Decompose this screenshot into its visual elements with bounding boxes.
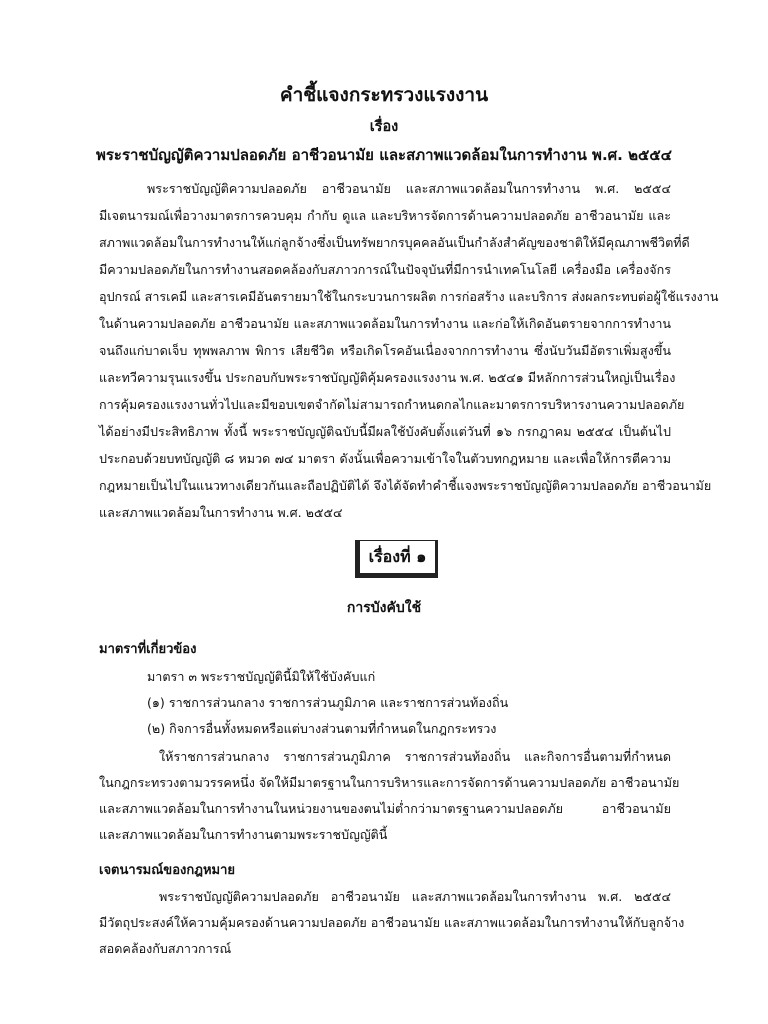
intro-line: มีความปลอดภัยในการทำงานสอดคล้องกับสภาวการณ์ในปัจจุบันที่มีการนำเทคโนโลยี เครื่องมือ เครื่องจักร [99, 262, 671, 277]
intro-line: สภาพแวดล้อมในการทำงานให้แก่ลูกจ้างซึ่งเป็นทรัพยากรบุคคลอันเป็นกำลังสำคัญของชาติให้มีคุณภาพชีวิตที่ดี [99, 235, 690, 250]
intro-line: และทวีความรุนแรงขึ้น ประกอบกับพระราชบัญญัติคุ้มครองแรงงาน พ.ศ. ๒๕๔๑ มีหลักการส่วนใหญ่เป็นเรื่อง [99, 370, 676, 385]
document-title: คำชี้แจงกระทรวงแรงงาน [279, 84, 489, 106]
related-line: มาตรา ๓ พระราชบัญญัตินี้มิให้ใช้บังคับแก่ [147, 669, 376, 684]
intent-line: มีวัตถุประสงค์ให้ความคุ้มครองด้านความปลอดภัย อาชีวอนามัย และสภาพแวดล้อมในการทำงานให้กับลูกจ้าง [99, 915, 685, 930]
intro-line: ในด้านความปลอดภัย อาชีวอนามัย และสภาพแวดล้อมในการทำงาน และก่อให้เกิดอันตรายจากการทำงาน [99, 316, 671, 331]
related-para-line: ให้ราชการส่วนกลาง ราชการส่วนภูมิภาค ราชการส่วนท้องถิ่น และกิจการอื่นตามที่กำหนด [159, 749, 671, 764]
related-line: (๒) กิจการอื่นทั้งหมดหรือแต่บางส่วนตามที่กำหนดในกฎกระทรวง [147, 721, 497, 736]
related-para-line: และสภาพแวดล้อมในการทำงานตามพระราชบัญญัตินี้ [99, 827, 388, 842]
intro-line: การคุ้มครองแรงงานทั่วไปและมีขอบเขตจำกัดไม่สามารถกำหนดกลไกและมาตรการบริหารงานความปลอดภัย [99, 397, 685, 412]
section-box [355, 540, 438, 578]
section-box-label: เรื่องที่ ๑ [359, 540, 436, 574]
intent-heading: เจตนารมณ์ของกฎหมาย [99, 863, 235, 878]
related-para-line: และสภาพแวดล้อมในการทำงานในหน่วยงานของตนไม่ต่ำกว่ามาตรฐานความปลอดภัย อาชีวอนามัย [99, 801, 671, 816]
related-line: (๑) ราชการส่วนกลาง ราชการส่วนภูมิภาค และราชการส่วนท้องถิ่น [147, 695, 509, 710]
subject-label: เรื่อง [369, 119, 399, 135]
intro-line: อุปกรณ์ สารเคมี และสารเคมีอันตรายมาใช้ในกระบวนการผลิต การก่อสร้าง และบริการ ส่งผลกระทบต่อผู้ใช้แรงงาน [99, 289, 719, 304]
intro-line: ได้อย่างมีประสิทธิภาพ ทั้งนี้ พระราชบัญญัติฉบับนี้มีผลใช้บังคับตั้งแต่วันที่ ๑๖ กรกฎาคม ๒๕๕๔ เป็นต้นไป [99, 424, 671, 439]
intro-line: ประกอบด้วยบทบัญญัติ ๘ หมวด ๗๔ มาตรา ดังนั้นเพื่อความเข้าใจในตัวบทกฎหมาย และเพื่อให้การตีความ [99, 451, 671, 466]
intro-line: จนถึงแก่บาดเจ็บ ทุพพลภาพ พิการ เสียชีวิต หรือเกิดโรคอันเนื่องจากการทำงาน ซึ่งนับวันมีอัตราเพิ่มสูงขึ้น [99, 343, 671, 358]
related-para-line: ในกฎกระทรวงตามวรรคหนึ่ง จัดให้มีมาตรฐานในการบริหารและการจัดการด้านความปลอดภัย อาชีวอนามัย [99, 775, 680, 790]
intro-line: กฎหมายเป็นไปในแนวทางเดียวกันและถือปฏิบัติได้ จึงได้จัดทำคำชี้แจงพระราชบัญญัติความปลอดภัย อาชีวอนามัย [99, 478, 712, 493]
intent-line: พระราชบัญญัติความปลอดภัย อาชีวอนามัย และสภาพแวดล้อมในการทำงาน พ.ศ. ๒๕๕๔ [159, 889, 671, 904]
subject-heading: พระราชบัญญัติความปลอดภัย อาชีวอนามัย และสภาพแวดล้อมในการทำงาน พ.ศ. ๒๕๕๔ [95, 146, 673, 164]
section-title: การบังคับใช้ [346, 600, 422, 616]
intro-line: มีเจตนารมณ์เพื่อวางมาตรการควบคุม กำกับ ดูแล และบริหารจัดการด้านความปลอดภัย อาชีวอนามัย และ [99, 208, 671, 223]
intro-line: พระราชบัญญัติความปลอดภัย อาชีวอนามัย และสภาพแวดล้อมในการทำงาน พ.ศ. ๒๕๕๔ [147, 181, 671, 196]
related-sections-heading: มาตราที่เกี่ยวข้อง [99, 642, 197, 657]
intro-line: และสภาพแวดล้อมในการทำงาน พ.ศ. ๒๕๕๔ [99, 505, 343, 520]
intent-line: สอดคล้องกับสภาวการณ์ [99, 941, 232, 956]
